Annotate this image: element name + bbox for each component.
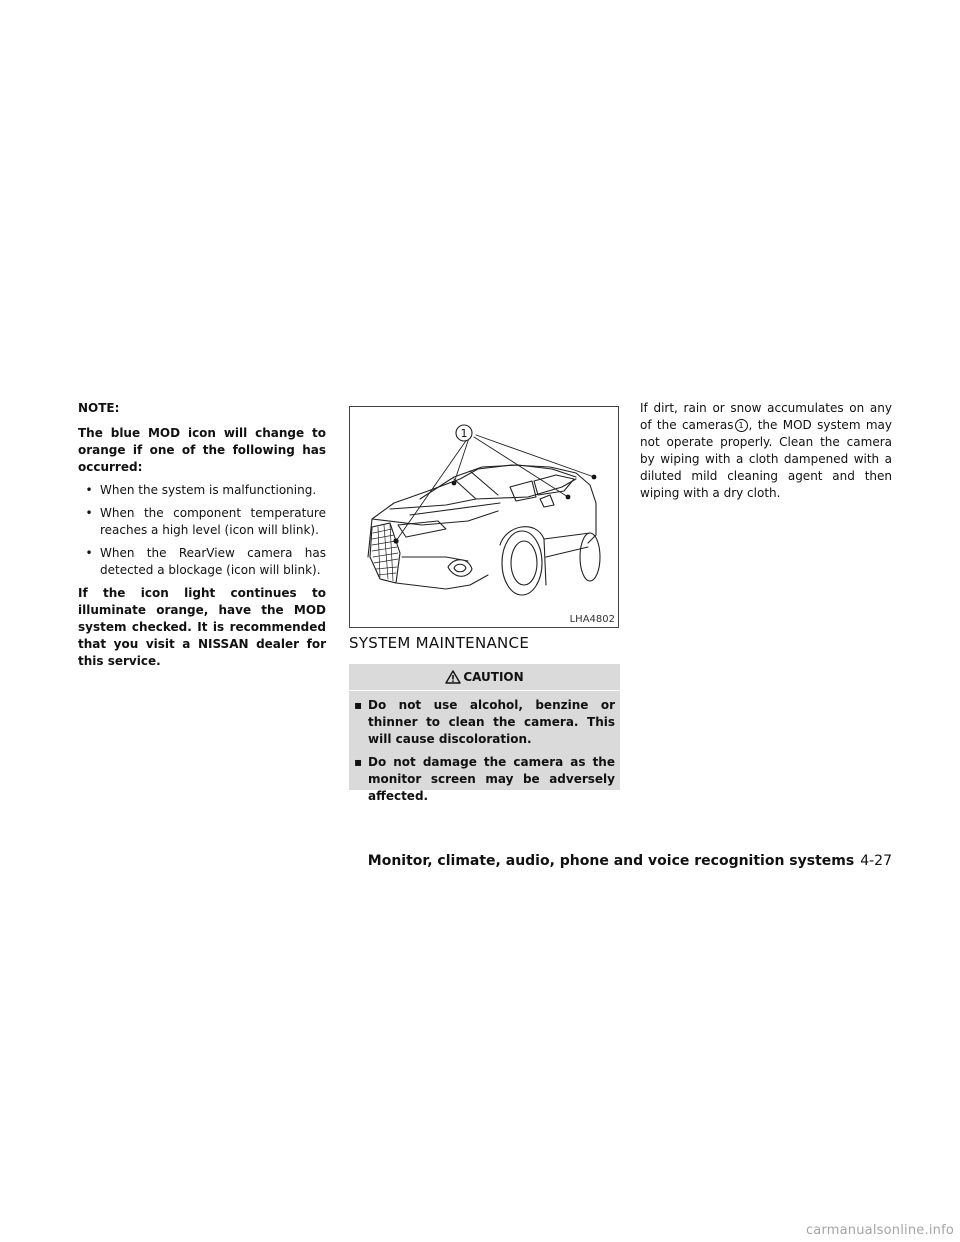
caution-list — [354, 697, 615, 805]
car-camera-figure — [349, 406, 619, 628]
caution-box — [349, 664, 620, 803]
caution-item: ▪ Do not damage the camera as the monitor screen may be adversely affected. — [354, 754, 615, 805]
maintenance-text-after: , the MOD system may not operate properly. Clean the camera by wiping with a cloth dampened with a diluted mild cleaning agent and then wiping with a dry cloth. — [640, 418, 892, 500]
note-label: NOTE: — [78, 401, 120, 415]
camera-callout-1: 1 — [735, 419, 748, 432]
caution-divider — [349, 690, 620, 691]
car-illustration — [350, 407, 618, 627]
note-bullet-item: • When the component temperature reaches a high level (icon will blink). — [78, 505, 326, 539]
figure-code: LHA4802 — [569, 614, 615, 625]
page-footer — [368, 852, 892, 870]
caution-heading: CAUTION — [463, 670, 524, 684]
page-number: 4-27 — [860, 853, 892, 869]
note-bullet-item: • When the system is malfunctioning. — [78, 482, 326, 499]
note-bullet-list — [78, 482, 326, 579]
note-intro: The blue MOD icon will change to orange if one of the following has occurred: — [78, 426, 326, 474]
warning-triangle-icon — [445, 670, 461, 684]
caution-header — [354, 666, 615, 688]
caution-item: ▪ Do not use alcohol, benzine or thinner to clean the camera. This will cause discoloration. — [354, 697, 615, 748]
note-recommendation: If the icon light continues to illuminate orange, have the MOD system checked. It is recommended that you visit a NISSAN dealer for this service. — [78, 586, 326, 668]
note-column — [78, 400, 326, 670]
footer-section-title: Monitor, climate, audio, phone and voice recognition systems — [367, 853, 855, 869]
note-bullet-item: • When the RearView camera has detected a blockage (icon will blink). — [78, 545, 326, 579]
figure-callout-1: 1 — [460, 427, 468, 440]
maintenance-text-column — [640, 400, 892, 502]
section-title: SYSTEM MAINTENANCE — [349, 634, 530, 652]
site-watermark: carmanualsonline.info — [805, 1223, 954, 1238]
maintenance-paragraph — [640, 400, 892, 502]
maintenance-text-before: If dirt, rain or snow accumulates on any of the cameras — [640, 401, 892, 432]
